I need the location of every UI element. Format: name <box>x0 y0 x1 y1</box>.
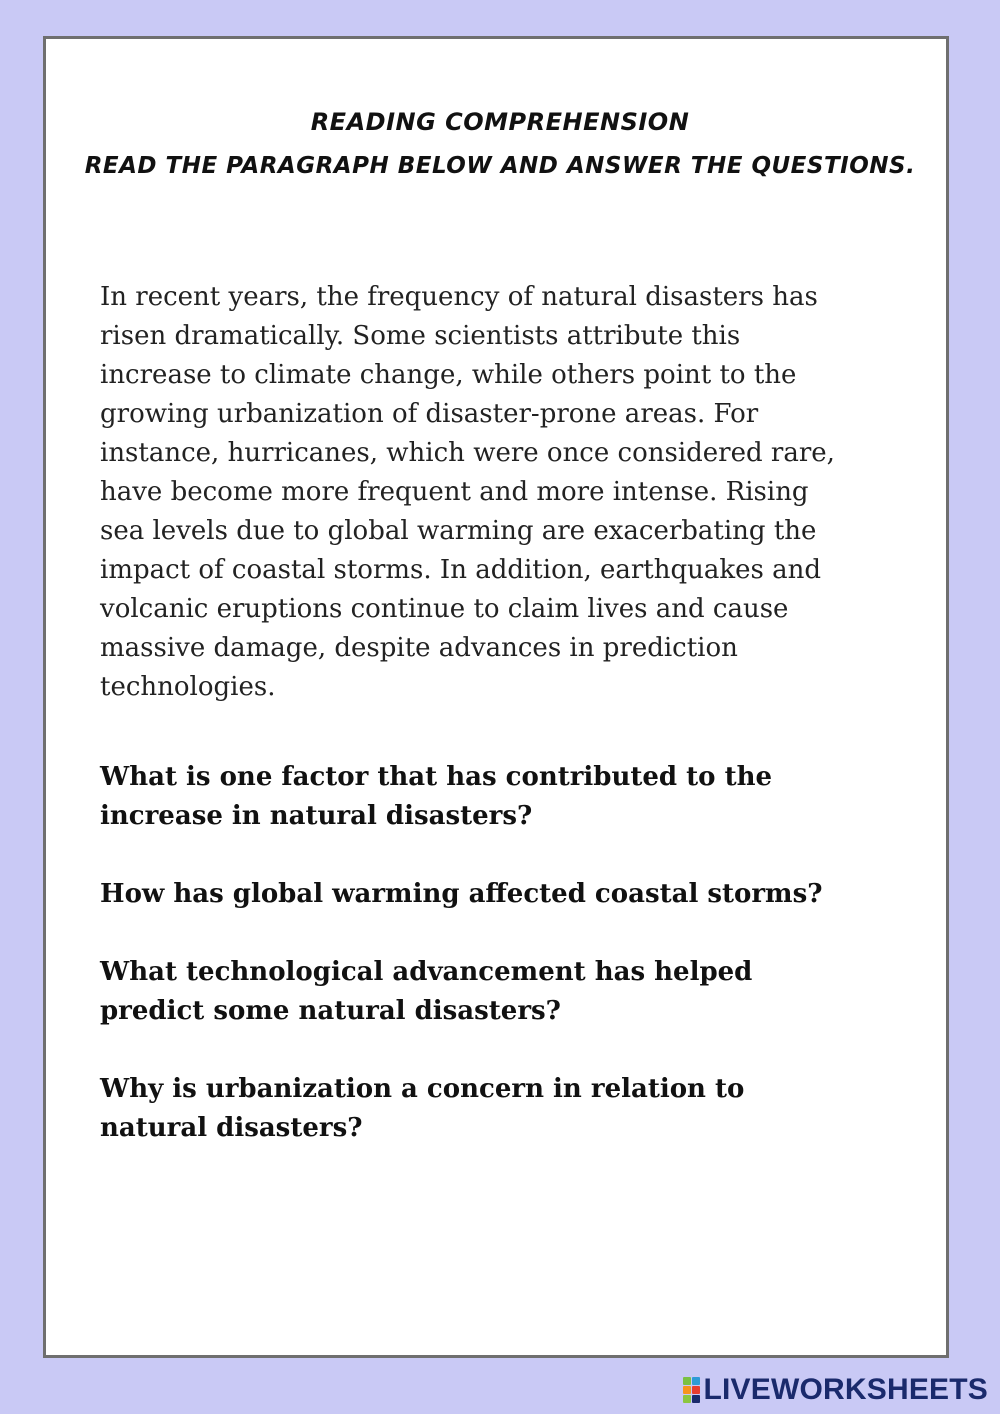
worksheet-title: READING COMPREHENSION <box>310 108 690 136</box>
passage-line: instance, hurricanes, which were once considered rare, <box>100 438 835 468</box>
reading-passage <box>100 278 920 707</box>
question-line: predict some natural disasters? <box>100 996 561 1026</box>
passage-line: volcanic eruptions continue to claim lives and cause <box>100 594 789 624</box>
passage-line: impact of coastal storms. In addition, earthquakes and <box>100 555 822 585</box>
question-4 <box>100 1070 920 1148</box>
passage-line: growing urbanization of disaster-prone areas. For <box>100 399 759 429</box>
passage-line: increase to climate change, while others point to the <box>100 360 797 390</box>
passage-line: massive damage, despite advances in prediction <box>100 633 738 663</box>
question-1 <box>100 758 920 836</box>
question-line: natural disasters? <box>100 1113 363 1143</box>
passage-line: risen dramatically. Some scientists attribute this <box>100 321 741 351</box>
logo-block <box>692 1386 700 1394</box>
logo-block <box>692 1395 700 1403</box>
question-line: How has global warming affected coastal storms? <box>100 879 823 909</box>
question-line: What technological advancement has helped <box>100 957 753 987</box>
passage-line: have become more frequent and more intense. Rising <box>100 477 809 507</box>
liveworksheets-logo-icon <box>683 1377 700 1403</box>
passage-line: sea levels due to global warming are exacerbating the <box>100 516 817 546</box>
passage-line: In recent years, the frequency of natural disasters has <box>100 282 818 312</box>
question-line: Why is urbanization a concern in relation to <box>100 1074 745 1104</box>
logo-block <box>683 1386 691 1394</box>
worksheet-header <box>0 100 1000 188</box>
worksheet-instructions: READ THE PARAGRAPH BELOW AND ANSWER THE QUESTIONS. <box>84 153 916 179</box>
logo-block <box>683 1377 691 1385</box>
brand-name: LIVEWORKSHEETS <box>703 1373 988 1406</box>
logo-block <box>683 1395 691 1403</box>
question-line: What is one factor that has contributed to the <box>100 762 773 792</box>
question-2 <box>100 875 920 914</box>
passage-line: technologies. <box>100 672 276 702</box>
question-3 <box>100 953 920 1031</box>
liveworksheets-brand[interactable] <box>683 1374 989 1406</box>
logo-block <box>692 1377 700 1385</box>
question-line: increase in natural disasters? <box>100 801 533 831</box>
